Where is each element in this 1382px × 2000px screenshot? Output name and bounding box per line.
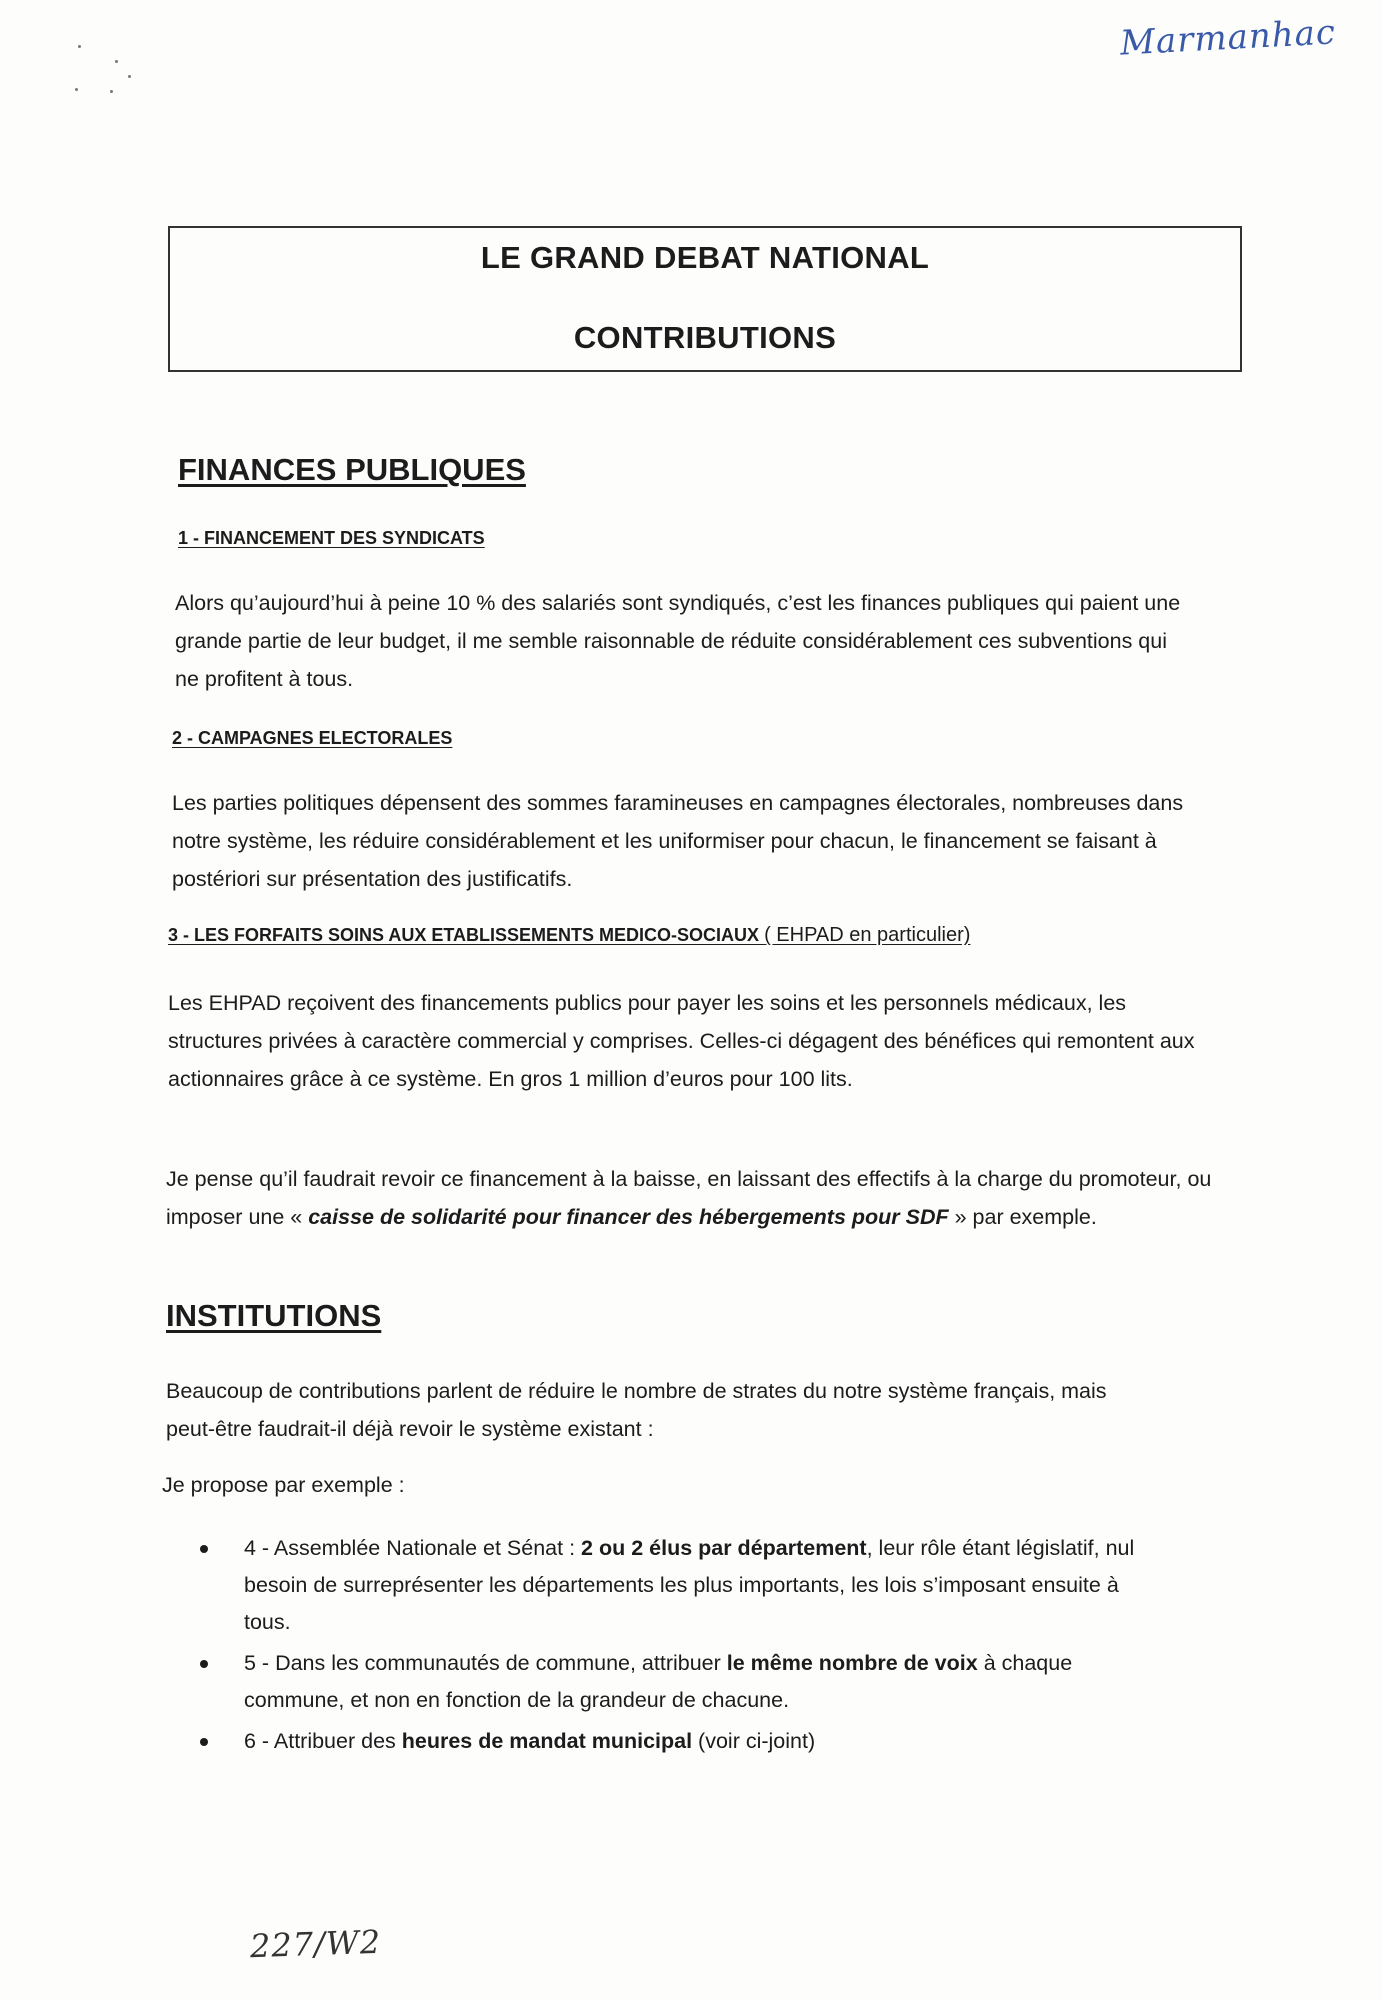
- item3-text-2: [166, 1160, 1216, 1236]
- title-line-1: LE GRAND DEBAT NATIONAL: [480, 240, 930, 275]
- institutions-propose: Je propose par exemple :: [162, 1473, 405, 1497]
- item3-heading-title: 3 - LES FORFAITS SOINS AUX ETABLISSEMENTS MEDICO-SOCIAUX: [168, 925, 760, 945]
- bullet-1-text-end: , leur rôle étant législatif, nul besoin de surreprésenter les départements les plus importants, les lois s’imposant ensuite à tous.: [244, 1536, 1135, 1634]
- bullet-2-text: 5 - Dans les communautés de commune, attribuer: [244, 1651, 727, 1675]
- item3-text2-after: » par exemple.: [948, 1205, 1097, 1229]
- item2-text: Les parties politiques dépensent des sommes faramineuses en campagnes électorales, nombreuses dans notre système, les réduire considérablement et les uniformiser pour chacun, le financement se faisant à postériori sur présentation des justificatifs.: [172, 791, 1184, 891]
- list-item: [200, 1645, 1170, 1719]
- institutions-intro: Beaucoup de contributions parlent de réduire le nombre de strates du notre système français, mais peut-être faudrait-il déjà revoir le système existant :: [166, 1379, 1107, 1441]
- item3-heading-note: ( EHPAD en particulier): [764, 924, 971, 946]
- scan-specks: [70, 40, 150, 100]
- item3-text: Les EHPAD reçoivent des financements publics pour payer les soins et les personnels médicaux, les structures privées à caractère commercial y comprises. Celles-ci dégagent des bénéfices qui remontent aux actionnaires grâce à ce système. En gros 1 million d’euros pour 100 lits.: [168, 991, 1195, 1091]
- proposal-list: [200, 1530, 1170, 1764]
- institutions-heading: INSTITUTIONS: [166, 1298, 382, 1333]
- title-box: [168, 226, 1242, 372]
- bullet-3-text: 6 - Attribuer des: [244, 1729, 402, 1753]
- list-item: [200, 1723, 1170, 1760]
- finances-heading: FINANCES PUBLIQUES: [178, 452, 526, 487]
- bullet-1-bold: 2 ou 2 élus par département: [581, 1536, 867, 1560]
- bullet-3-bold: heures de mandat municipal: [401, 1729, 693, 1753]
- bullet-2-text-end: à chaque commune, et non en fonction de la grandeur de chacune.: [244, 1651, 1073, 1712]
- handwritten-note-bottom: 227/W2: [249, 1922, 382, 1966]
- item3-text2-before: Je pense qu’il faudrait revoir ce financement à la baisse, en laissant des effectifs à la charge du promoteur, ou imposer une «: [166, 1167, 1212, 1229]
- bullet-2-bold: le même nombre de voix: [726, 1651, 978, 1675]
- list-item: [200, 1530, 1170, 1641]
- bullet-3-text-end: (voir ci-joint): [692, 1729, 816, 1753]
- item2-heading: 2 - CAMPAGNES ELECTORALES: [172, 728, 453, 748]
- title-line-2: CONTRIBUTIONS: [573, 320, 837, 355]
- bullet-1-text: 4 - Assemblée Nationale et Sénat :: [244, 1536, 582, 1560]
- item1-text: Alors qu’aujourd’hui à peine 10 % des salariés sont syndiqués, c’est les finances publiques qui paient une grande partie de leur budget, il me semble raisonnable de réduite considérablement ces subventions qui ne profitent à tous.: [175, 591, 1181, 691]
- item3-text2-emphasis: caisse de solidarité pour financer des hébergements pour SDF: [308, 1205, 949, 1229]
- item3-heading: [168, 924, 970, 947]
- item1-heading: 1 - FINANCEMENT DES SYNDICATS: [178, 528, 485, 548]
- handwritten-note-top: Marmanhac: [1119, 12, 1337, 64]
